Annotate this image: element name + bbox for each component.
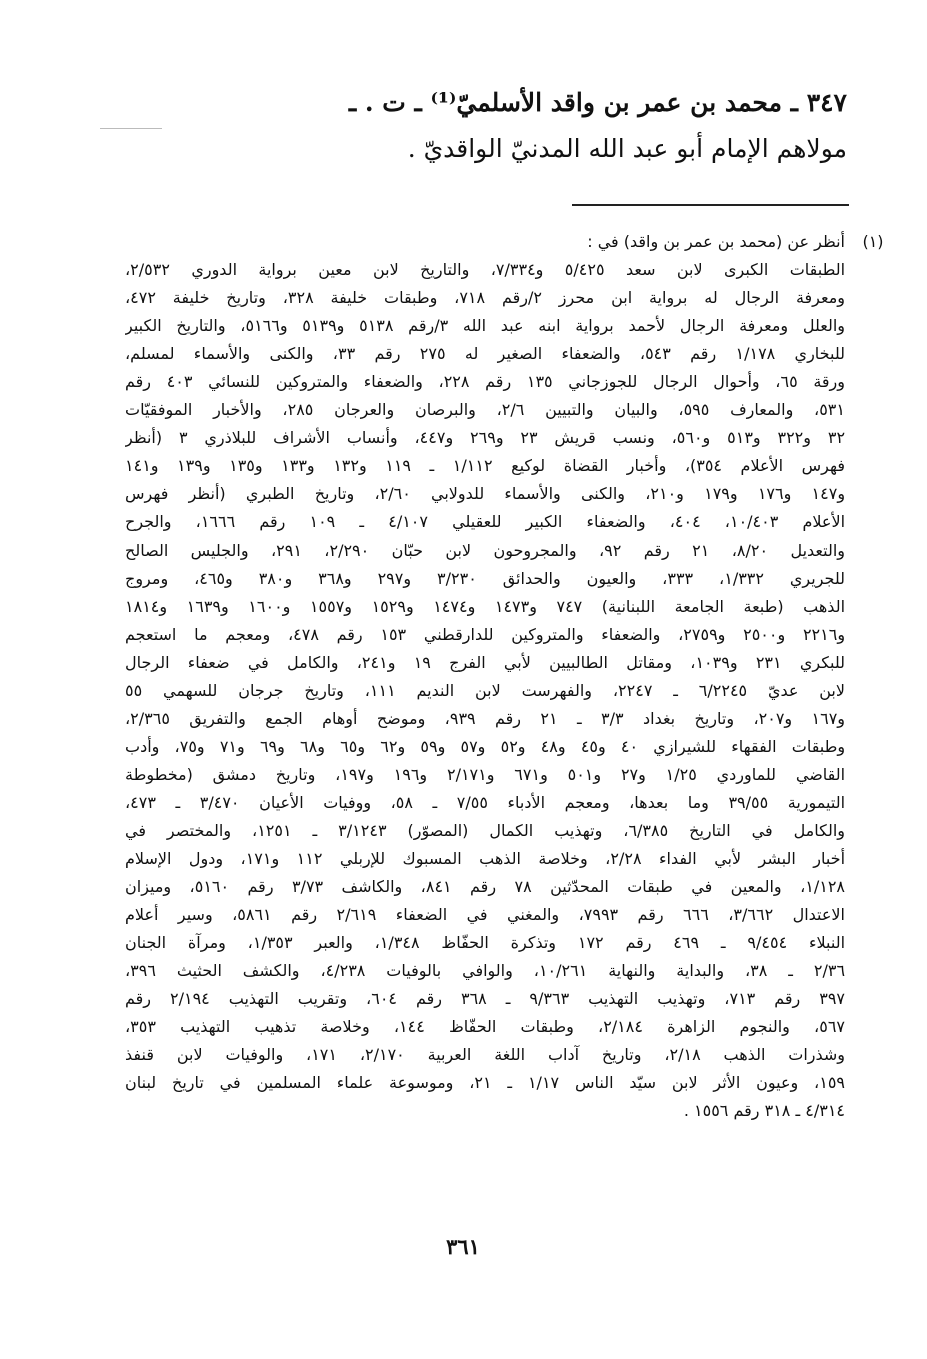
footnote-line: ٥٦٧، والنجوم الزاهرة ٢/١٨٤، وطبقات الحفّاظ ١٤٤، وخلاصة تذهيب التهذيب ٣٥٣، (125, 1017, 845, 1037)
footnote-line: ورقة ٦٥، وأحوال الرجال للجوزجاني ١٣٥ رقم ٢٢٨، والضعفاء والمتروكين للنسائي ٤٠٣ رقم (125, 372, 845, 392)
footnote-line: أخبار البشر لأبي الفداء ٢/٢٨، وخلاصة الذهب المسبوك للإربلي ١١٢ و١٧١، ودول الإسلام (125, 849, 845, 869)
footnote-number: (١) (862, 232, 884, 251)
entry-heading: ٣٤٧ ـ محمد بن عمر بن واقد الأسلميّ⁽¹⁾ ـ ت . ـ (348, 88, 847, 117)
footnote-line: للجريري ١/٣٣٢، ٣٣٣، والعيون والحدائق ٣/٢٣٠ و٢٩٧ و٣٦٨ و٣٨٠ و٤٦٥، ومروج (125, 568, 845, 588)
footnote-line: الأعلام ١٠/٤٠٣، ٤٠٤، والضعفاء الكبير للعقيلي ٤/١٠٧ ـ ١٠٩ رقم ١٦٦٦، والجرح (125, 512, 845, 532)
footnote-line: لابن عديّ ٦/٢٢٤٥ ـ ٢٢٤٧، والفهرست لابن النديم ١١١، وتاريخ جرجان للسهمي ٥٥ (125, 680, 845, 700)
footnote-line: للبخاري ١/١٧٨ رقم ٥٤٣، والضعفاء الصغير له ٢٧٥ رقم ٣٣، والكنى والأسماء لمسلم، (125, 344, 845, 364)
footnote-line: الذهب (طبعة الجامعة اللبنانية) ٧٤٧ و١٤٧٣ و١٤٧٤ و١٥٢٩ و١٥٥٧ و١٦٠٠ و١٦٣٩ و١٨١٤ (125, 596, 845, 616)
footnote-line: الطبقات الكبرى لابن سعد ٥/٤٢٥ و٧/٣٣٤، والتاريخ لابن معين برواية الدوري ٢/٥٣٢، (125, 260, 845, 280)
footnote-line: ٣٩٧ رقم ٧١٣، وتهذيب التهذيب ٩/٣٦٣ ـ ٣٦٨ رقم ٦٠٤، وتقريب التهذيب ٢/١٩٤ رقم (125, 989, 845, 1009)
footnote-line: فهرس الأعلام ٣٥٤)، وأخبار القضاة لوكيع ١/١١٢ ـ ١١٩ و١٣٢ و١٣٣ و١٣٥ و١٣٩ و١٤١ (125, 456, 845, 476)
footnote-line: الاعتدال ٣/٦٦٢، ٦٦٦ رقم ٧٩٩٣، والمغني في الضعفاء ٢/٦١٩ رقم ٥٨٦١، وسير أعلام (125, 905, 845, 925)
entry-subheading: مولاهم الإمام أبو عبد الله المدنيّ الواقديّ . (407, 134, 847, 163)
footnote-line: أنظر عن (محمد بن عمر بن واقد) في : (587, 232, 845, 251)
footnote-line: القاضي للماوردي ١/٢٥ و٢٧ و٥٠١ و٦٧١ و٢/١٧١ و١٩٦ و١٩٧، وتاريخ دمشق (مخطوطة (125, 764, 845, 784)
footnote-line: والتعديل ٨/٢٠، ٢١ رقم ٩٢، والمجروحون لابن حبّان ٢/٢٩٠، ٢٩١، والجليس الصالح (125, 540, 845, 560)
footnote-line: ١٥٩، وعيون الأثر لابن سيّد الناس ١/١٧ ـ ٢١، وموسوعة علماء المسلمين في تاريخ لبنان (125, 1073, 845, 1093)
footnote-separator (572, 204, 849, 206)
footnote (125, 228, 884, 1126)
footnote-line: والكامل في التاريخ ٦/٣٨٥، وتهذيب الكمال (المصوّر) ٣/١٢٤٣ ـ ١٢٥١، والمختصر في (125, 820, 845, 840)
footnote-line: ٢/٣٦ ـ ٣٨، والبداية والنهاية ١٠/٢٦١، والوافي بالوفيات ٤/٢٣٨، والكشف الحثيث ٣٩٦، (125, 961, 845, 981)
stray-pencil-mark (100, 128, 162, 129)
page-number: ٣٦١ (446, 1234, 480, 1259)
footnote-line: و٢٢١٦ و٢٥٠٠ و٢٧٥٩، والضعفاء والمتروكين للدارقطني ١٥٣ رقم ٤٧٨، ومعجم ما استعجم (125, 624, 845, 644)
footnote-line: ومعرفة الرجال له برواية ابن محرز ٢/رقم ٧١٨، وطبقات خليفة ٣٢٨، وتاريخ خليفة ٤٧٢، (125, 288, 845, 308)
footnote-line: والعلل ومعرفة الرجال لأحمد برواية ابنه عبد الله ٣/رقم ٥١٣٨ و٥١٣٩ و٥١٦٦، والتاريخ الكبير (125, 316, 845, 336)
footnote-line: ٣٢ و٣٢٢ و٥١٣ و٥٦٠، ونسب قريش ٢٣ و٢٦٩ و٤٤٧، وأنساب الأشراف للبلاذري ٣ (أنظر (125, 428, 845, 448)
footnote-body (125, 228, 845, 1126)
footnote-line: و١٤٧ و١٧٦ و١٧٩ و٢١٠، والكنى والأسماء للدولابي ٢/٦٠، وتاريخ الطبري (أنظر فهرس (125, 484, 845, 504)
footnote-line: للبكري ٢٣١ و١٠٣٩، ومقاتل الطالبيين لأبي الفرج ١٩ و٢٤١، والكامل في ضعفاء الرجال (125, 652, 845, 672)
footnote-line: ٤/٣١٤ ـ ٣١٨ رقم ١٥٥٦ . (683, 1101, 845, 1121)
footnote-line: ٥٣١، والمعارف ٥٩٥، والبيان والتبيين ٢/٦، والبرصان والعرجان ٢٨٥، والأخبار الموفقيّات (125, 400, 845, 420)
footnote-line: وطبقات الفقهاء للشيرازي ٤٠ و٤٥ و٤٨ و٥٢ و٥٧ و٥٩ و٦٢ و٦٥ و٦٨ و٦٩ و٧١ و٧٥، وأدب (125, 736, 845, 756)
footnote-line: وشذرات الذهب ٢/١٨، وتاريخ آداب اللغة العربية ٢/١٧٠، ١٧١، والوفيات لابن قنفذ (125, 1045, 845, 1065)
footnote-line: النبلاء ٩/٤٥٤ ـ ٤٦٩ رقم ١٧٢ وتذكرة الحفّاظ ١/٣٤٨، والعبر ١/٣٥٣، ومرآة الجنان (125, 933, 845, 953)
footnote-line: التيمورية ٣٩/٥٥ وما بعدها، ومعجم الأدباء ٧/٥٥ ـ ٥٨، ووفيات الأعيان ٣/٤٧٠ ـ ٤٧٣، (125, 792, 845, 812)
footnote-line: ١/١٢٨، والمعين في طبقات المحدّثين ٧٨ رقم ٨٤١، والكاشف ٣/٧٣ رقم ٥١٦٠، وميزان (125, 877, 845, 897)
biography-entry (347, 80, 847, 172)
footnote-line: و١٦٧ و٢٠٧، وتاريخ بغداد ٣/٣ ـ ٢١ رقم ٩٣٩، وموضح أوهام الجمع والتفريق ٢/٣٦٥، (125, 708, 845, 728)
